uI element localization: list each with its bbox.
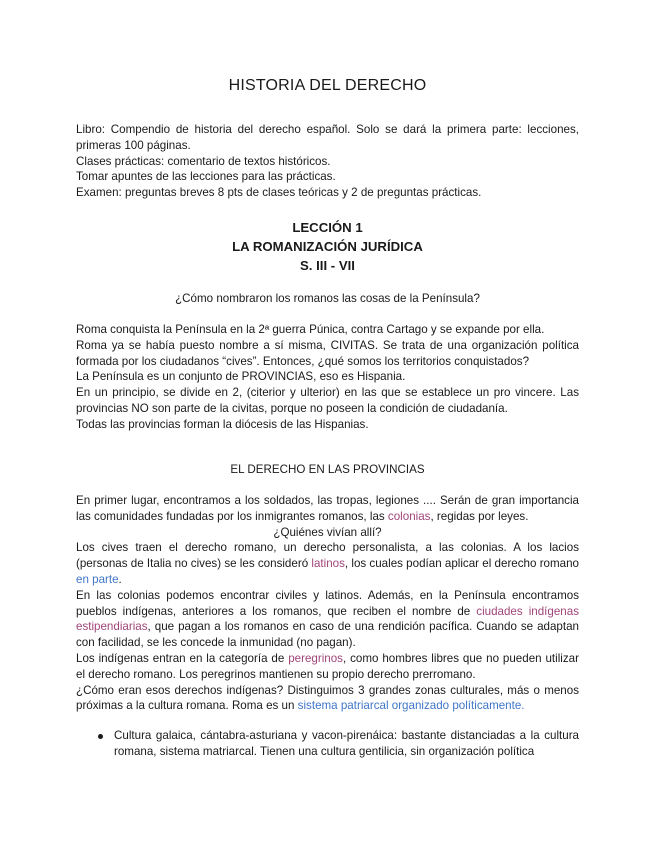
text-run: , que pagan a los romanos en caso de una rendición pacífica. Cuando se adaptan con facilidad, se les concede la inmunidad (no pagan). — [76, 620, 579, 650]
paragraph: Todas las provincias forman la diócesis de las Hispanias. — [76, 417, 369, 431]
lesson-name: LA ROMANIZACIÓN JURÍDICA — [232, 239, 423, 254]
paragraph — [76, 683, 579, 715]
intro-line: Libro: Compendio de historia del derecho español. Solo se dará la primera parte: lecciones, primeras 100 páginas. — [76, 123, 579, 152]
lesson-heading — [76, 218, 579, 275]
paragraph — [76, 651, 579, 683]
paragraph: Roma conquista la Península en la 2ª guerra Púnica, contra Cartago y se expande por ella. — [76, 323, 545, 336]
highlight-peregrinos: peregrinos — [288, 651, 343, 665]
text-run: . — [118, 572, 122, 586]
paragraph — [76, 493, 579, 525]
text-run: , regidas por leyes. — [430, 509, 529, 523]
list-item-text: Cultura galaica, cántabra-asturiana y vacon-pirenáica: bastante distanciadas a la cultura romana, sistema matriarcal. Tienen una cultura gentilicia, sin organización política — [114, 729, 579, 758]
question-line: ¿Quiénes vivían allí? — [273, 525, 382, 539]
provincias-section — [76, 493, 579, 714]
paragraph: En un principio, se divide en 2, (citerior y ulterior) en las que se establece un pro vincere. Las provincias NO son parte de la civitas, porque no poseen la condición de ciudadanía. — [76, 386, 579, 415]
list-item — [76, 728, 579, 760]
text-run: Los indígenas entran en la categoría de — [76, 651, 289, 665]
paragraph: Roma ya se había puesto nombre a sí misma, CIVITAS. Se trata de una organización política formada por los ciudadanos “cives”. Entonces, ¿qué somos los territorios conquistados? — [76, 338, 579, 368]
highlight-colonias: colonias — [387, 509, 431, 523]
text-run: , como hombres libres que no pueden utilizar el derecho romano. Los peregrinos mantienen su propio derecho prerromano. — [76, 651, 579, 681]
text-run: En las colonias podemos encontrar civiles y latinos. Además, en la Península encontramos pueblos indígenas, anteriores a los romanos, que reciben el nombre de — [76, 588, 579, 618]
lesson-number: LECCIÓN 1 — [292, 220, 363, 235]
document-title: HISTORIA DEL DERECHO — [228, 77, 427, 94]
roma-section — [76, 322, 579, 433]
paragraph: La Península es un conjunto de PROVINCIAS, eso es Hispania. — [76, 370, 406, 384]
text-run: En primer lugar, encontramos a los soldados, las tropas, legiones .... Serán de gran importancia las comunidades fundadas por los inmigrantes romanos, las — [76, 494, 579, 523]
question-heading: ¿Cómo nombraron los romanos las cosas de la Península? — [175, 292, 480, 305]
intro-block — [76, 122, 579, 201]
text-run: , los cuales podían aplicar el derecho romano — [344, 557, 579, 571]
highlight-latinos: latinos — [311, 557, 345, 571]
text-run: ¿Cómo eran esos derechos indígenas? Distinguimos 3 grandes zonas culturales, más o menos próximas a la cultura romana. Roma es un — [76, 683, 579, 713]
paragraph — [76, 540, 579, 587]
intro-line: Tomar apuntes de las lecciones para las prácticas. — [76, 170, 336, 184]
text-run: Los cives traen el derecho romano, un derecho personalista, a las colonias. A los lacios (personas de Italia no cives) se les consideró — [76, 541, 579, 571]
intro-line: Examen: preguntas breves 8 pts de clases teóricas y 2 de preguntas prácticas. — [76, 186, 482, 200]
bullet-icon — [98, 734, 103, 739]
highlight-sistema-patriarcal: sistema patriarcal organizado políticamente. — [297, 699, 525, 713]
section-heading: EL DERECHO EN LAS PROVINCIAS — [230, 463, 425, 476]
intro-line: Clases prácticas: comentario de textos históricos. — [76, 154, 331, 168]
highlight-ciudades-indigenas: ciudades indígenas estipendiarias — [76, 604, 579, 634]
paragraph — [76, 588, 579, 651]
lesson-period: S. III - VII — [300, 258, 355, 273]
highlight-en-parte: en parte — [76, 572, 119, 586]
bullet-list — [76, 728, 579, 760]
